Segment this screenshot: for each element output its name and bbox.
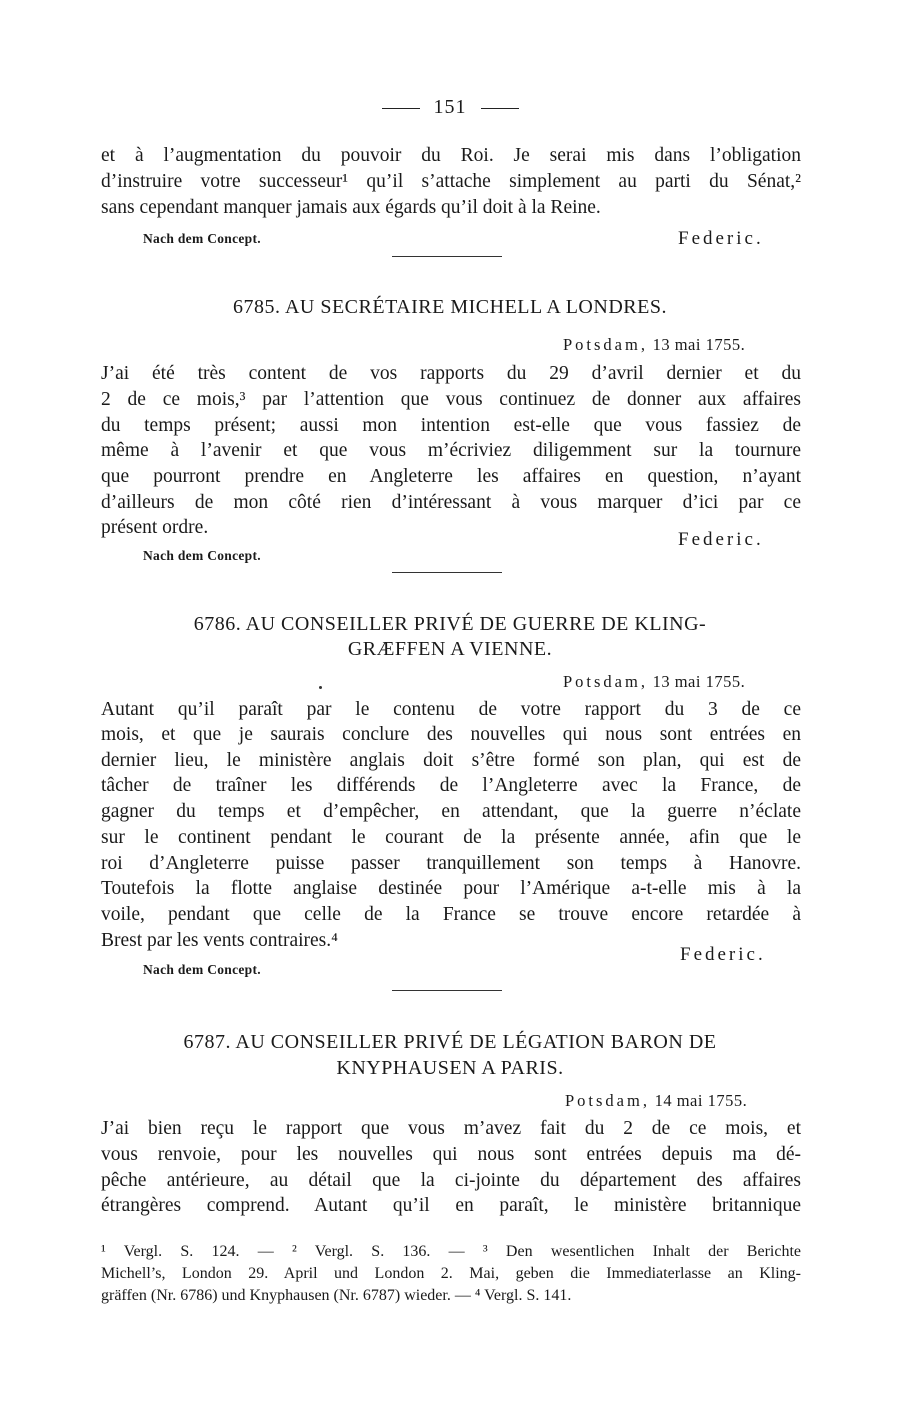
letter-place: Potsdam, (563, 335, 648, 354)
paragraph-line: présent ordre. (101, 517, 209, 538)
signature: Federic. (678, 228, 764, 249)
source-note: Nach dem Concept. (143, 548, 261, 563)
footnote-line: gräffen (Nr. 6786) und Knyphausen (Nr. 6787) wieder. — ⁴ Vergl. S. 141. (101, 1287, 572, 1304)
print-speck (319, 686, 322, 689)
letter-heading: 6785. AU SECRÉTAIRE MICHELL A LONDRES. (233, 296, 667, 318)
letter-place: Potsdam, (565, 1091, 650, 1110)
page-number-header (0, 96, 900, 119)
signature: Federic. (678, 529, 764, 550)
paragraph-line: 2 de ce mois,³ par l’attention que vous continuez de donner aux affaires (101, 389, 801, 410)
paragraph-line: Brest par les vents contraires.⁴ (101, 930, 338, 951)
section-divider (392, 990, 502, 991)
section-divider (392, 256, 502, 257)
letter-heading-continued: GRÆFFEN A VIENNE. (347, 638, 553, 660)
letter-place: Potsdam, (563, 672, 648, 691)
paragraph-line: du temps présent; aussi mon intention est-elle que vous fassiez de (101, 415, 801, 436)
letter-heading: 6787. AU CONSEILLER PRIVÉ DE LÉGATION BARON DE (183, 1031, 717, 1053)
paragraph-line: J’ai été très content de vos rapports du 29 d’avril dernier et du (101, 363, 801, 384)
footnote-line: ¹ Vergl. S. 124. — ² Vergl. S. 136. — ³ Den wesentlichen Inhalt der Berichte (101, 1243, 801, 1260)
paragraph-line: gagner du temps et d’empêcher, en attendant, que la guerre n’éclate (101, 801, 801, 822)
letter-place-date (565, 1091, 747, 1111)
source-note: Nach dem Concept. (143, 962, 261, 977)
paragraph-line: Autant qu’il paraît par le contenu de votre rapport du 3 de ce (101, 699, 801, 720)
letter-place-date (563, 672, 745, 692)
header-rule-right (481, 108, 519, 109)
paragraph-line: J’ai bien reçu le rapport que vous m’avez fait du 2 de ce mois, et (101, 1118, 801, 1139)
paragraph-line: dernier lieu, le ministère anglais doit s’être formé son plan, qui est de (101, 750, 801, 771)
paragraph-line: sur le continent pendant le courant de la présente année, afin que le (101, 827, 801, 848)
source-note: Nach dem Concept. (143, 231, 261, 246)
paragraph-line: sans cependant manquer jamais aux égards qu’il doit à la Reine. (101, 197, 601, 218)
paragraph-line: Toutefois la flotte anglaise destinée pour l’Amérique a-t-elle mis à la (101, 878, 801, 899)
paragraph-line: roi d’Angleterre puisse passer tranquillement son temps à Hanovre. (101, 853, 801, 874)
paragraph-line: même à l’avenir et que vous m’écriviez diligemment sur la tournure (101, 440, 801, 461)
letter-date: 13 mai 1755. (652, 672, 746, 691)
paragraph-line: étrangères comprend. Autant qu’il en paraît, le ministère britannique (101, 1195, 801, 1216)
page-number: 151 (433, 96, 467, 118)
letter-heading: 6786. AU CONSEILLER PRIVÉ DE GUERRE DE KLING- (193, 613, 707, 635)
footnote-line: Michell’s, London 29. April und London 2. Mai, geben die Immediaterlasse an Kling- (101, 1265, 801, 1282)
paragraph-line: tâcher de traîner les différends de l’Angleterre avec la France, de (101, 775, 801, 796)
letter-place-date (563, 335, 745, 355)
paragraph-line: pêche antérieure, au détail que la ci-jointe du département des affaires (101, 1170, 801, 1191)
paragraph-line: que pourront prendre en Angleterre les affaires en question, n’ayant (101, 466, 801, 487)
paragraph-line: voile, pendant que celle de la France se trouve encore retardée à (101, 904, 801, 925)
letter-heading-continued: KNYPHAUSEN A PARIS. (336, 1057, 564, 1079)
header-rule-left (382, 108, 420, 109)
section-divider (392, 572, 502, 573)
paragraph-line: d’instruire votre successeur¹ qu’il s’attache simplement au parti du Sénat,² (101, 171, 801, 192)
paragraph-line: et à l’augmentation du pouvoir du Roi. Je serai mis dans l’obligation (101, 145, 801, 166)
paragraph-line: mois, et que je saurais conclure des nouvelles qui nous sont entrées en (101, 724, 801, 745)
signature: Federic. (680, 944, 766, 965)
letter-date: 13 mai 1755. (652, 335, 746, 354)
paragraph-line: d’ailleurs de mon côté rien d’intéressant à vous marquer d’ici par ce (101, 492, 801, 513)
letter-date: 14 mai 1755. (654, 1091, 748, 1110)
paragraph-line: vous renvoie, pour les nouvelles qui nous sont entrées depuis ma dé- (101, 1144, 801, 1165)
